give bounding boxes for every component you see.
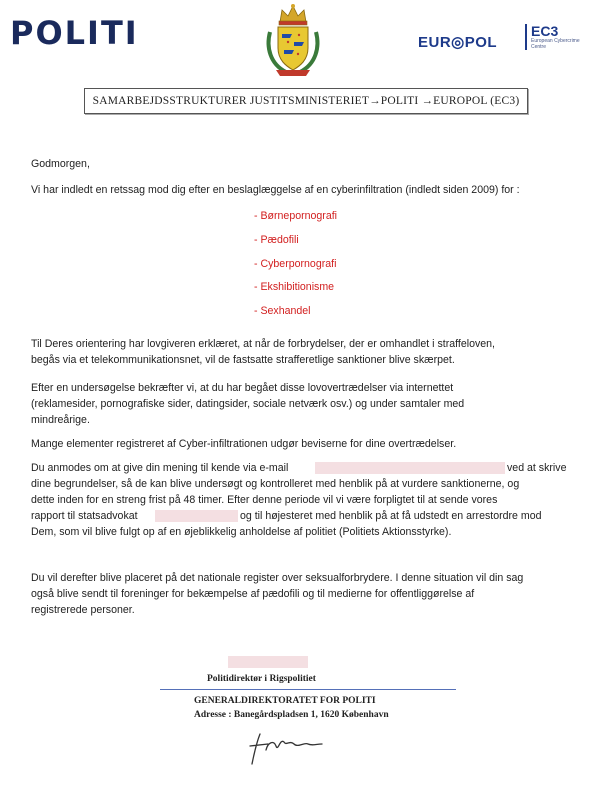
paragraph-line: (reklamesider, pornografiske sider, datingsider, sociale netværk osv.) og under samtaler med <box>31 398 465 410</box>
ec3-label: EC3 <box>531 23 559 39</box>
paragraph-line: Dem, som vil blive fulgt op af en øjeblikkelig anholdelse af politiet (Politiets Aktionsstyrke). <box>31 526 452 538</box>
redacted-signatory-name <box>228 656 308 668</box>
organization-name: GENERALDIREKTORATET FOR POLITI <box>194 696 376 706</box>
paragraph-line: ved at skrive <box>507 462 567 474</box>
paragraph-line: dine begrundelser, så de kan blive undersøgt og kontrolleret med henblik på at vurdere sanktionerne, og <box>31 478 520 490</box>
intro-paragraph: Vi har indledt en retssag mod dig efter en beslaglæggelse af en cyberinfiltration (indledt siden 2009) for : <box>31 184 520 196</box>
paragraph-line: Du anmodes om at give din mening til kende via e-mail <box>31 462 289 474</box>
organization-address: Adresse : Banegårdspladsen 1, 1620 København <box>194 710 389 720</box>
redacted-email <box>315 462 505 474</box>
paragraph-line: Til Deres orientering har lovgiveren erklæret, at når de forbrydelser, der er omhandlet i straffeloven, <box>31 338 495 350</box>
europol-wordmark: EUR◎POL <box>418 34 498 51</box>
paragraph-line: rapport til statsadvokat <box>31 510 138 522</box>
politi-logo: POLITI <box>10 14 139 52</box>
greeting: Godmorgen, <box>31 158 90 170</box>
paragraph-line: dette inden for en streng frist på 48 timer. Efter denne periode vil vi være forpligtet til at sende vores <box>31 494 498 506</box>
paragraph-line: begås via et telekommunikationsnet, vil de fastsatte strafferetlige sanktioner blive skærpet. <box>31 354 455 366</box>
charge-item: - Børnepornografi <box>254 210 338 222</box>
charge-item: - Ekshibitionisme <box>254 281 335 293</box>
divider <box>160 689 456 690</box>
charge-item: - Pædofili <box>254 234 299 246</box>
charge-item: - Sexhandel <box>254 305 311 317</box>
document-title-box <box>84 88 528 114</box>
handwritten-signature <box>246 728 326 768</box>
paragraph-line: og til højesteret med henblik på at få udstedt en arrestordre mod <box>240 510 542 522</box>
coat-of-arms-icon <box>262 2 324 78</box>
signatory-role: Politidirektør i Rigspolitiet <box>207 674 316 684</box>
paragraph-line: Efter en undersøgelse bekræfter vi, at du har begået disse lovovertrædelser via internettet <box>31 382 454 394</box>
paragraph-line: Du vil derefter blive placeret på det nationale register over seksualforbrydere. I denne situation vil din sag <box>31 572 524 584</box>
ec3-sublabel: European Cybercrime Centre <box>531 38 580 50</box>
document-title: SAMARBEJDSSTRUKTURER JUSTITSMINISTERIET→POLITI →EUROPOL (EC3) <box>92 95 520 107</box>
europol-logo <box>418 24 608 58</box>
paragraph-line: registrerede personer. <box>31 604 135 616</box>
paragraph-line: mindreårige. <box>31 414 90 426</box>
paragraph-line: Mange elementer registreret af Cyber-infiltrationen udgør beviserne for dine overtrædelser. <box>31 438 457 450</box>
redacted-name <box>155 510 238 522</box>
paragraph-line: også blive sendt til foreninger for bekæmpelse af pædofili og til medierne for offentliggørelse af <box>31 588 475 600</box>
charge-item: - Cyberpornografi <box>254 258 337 270</box>
